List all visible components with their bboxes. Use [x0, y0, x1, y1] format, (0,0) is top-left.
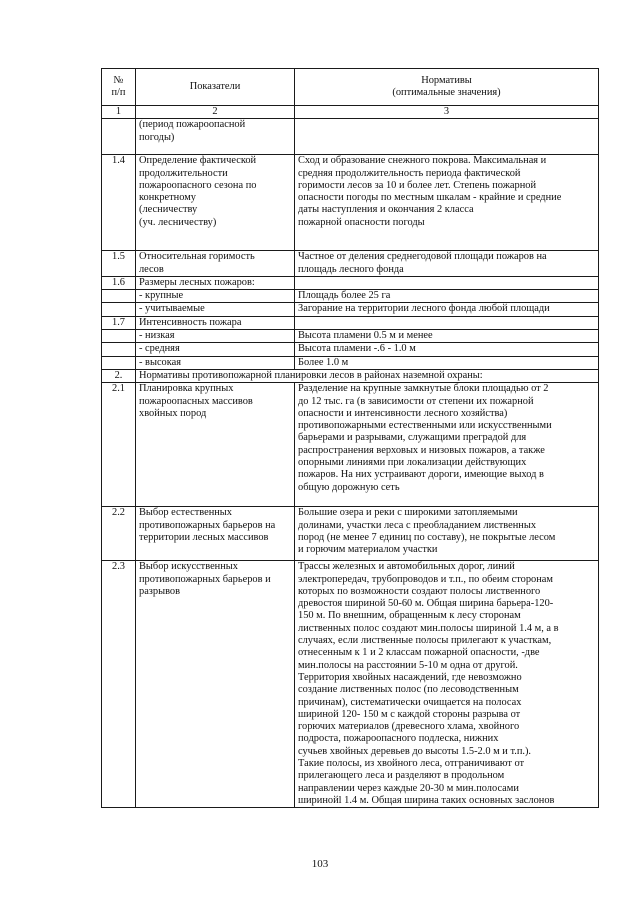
row-number: 1.5: [102, 251, 136, 277]
table-row: [102, 290, 599, 303]
table-row: [102, 383, 599, 507]
row-number: [102, 119, 136, 155]
row-indicator: Относительная горимость лесов: [136, 251, 295, 277]
row-norm: Сход и образование снежного покрова. Максимальная и средняя продолжительность периода фактической горимости лесов за 10 и более лет. Степень пожарной опасности погоды по местным шкалам - крайние и средние даты наступления и окончания 2 класса пожарной опасности погоды: [295, 155, 599, 251]
row-number: 2.2: [102, 507, 136, 561]
table-row: [102, 343, 599, 356]
row-indicator: Размеры лесных пожаров:: [136, 276, 295, 289]
row-indicator: Планировка крупных пожароопасных массивов хвойных пород: [136, 383, 295, 507]
section-row: [102, 369, 599, 382]
row-indicator: - низкая: [136, 330, 295, 343]
row-indicator: Выбор естественных противопожарных барьеров на территории лесных массивов: [136, 507, 295, 561]
row-indicator: (период пожароопасной погоды): [136, 119, 295, 155]
table-row: [102, 356, 599, 369]
table-header-row: [102, 69, 599, 106]
norms-table-body: [102, 69, 599, 808]
row-indicator: - высокая: [136, 356, 295, 369]
table-row: [102, 119, 599, 155]
row-norm: Трассы железных и автомобильных дорог, линий электропередач, трубопроводов и т.п., по обеим сторонам которых по возможности создают полосы лиственного древостоя шириной 50-60 м. Общая ширина барьера-120- 150 м. По внешним, обращенным к лесу сторонам лиственных полос создают мин.полосы шириной 1.4 м, а в случаях, если лиственные полосы прилегают к участкам, отнесенным к 1 и 2 классам пожарной опасности, -две мин.полосы на расстоянии 5-10 м одна от другой. Территория хвойных насаждений, где невозможно создание лиственных полос (по лесоводственным причинам), систематически очищается на полосах шириной 120- 150 м с каждой стороны разрыва от горючих материалов (древесного хлама, хвойного подроста, пожароопасного подлеска, нижних сучьев хвойных деревьев до высоты 1.5-2.0 м и т.п.). Такие полосы, из хвойного леса, отграничивают от прилегающего леса и разделяют в продольном направлении через каждые 20-30 м мин.полосами ширинойl 1.4 м. Общая ширина таких основных заслонов: [295, 561, 599, 808]
row-norm: Высота пламени -.6 - 1.0 м: [295, 343, 599, 356]
row-number: [102, 343, 136, 356]
row-number: 2.1: [102, 383, 136, 507]
row-number: 1.6: [102, 276, 136, 289]
row-indicator: - крупные: [136, 290, 295, 303]
table-row: [102, 507, 599, 561]
row-number: 1.4: [102, 155, 136, 251]
column-numbers-row: [102, 106, 599, 119]
header-indicators: Показатели: [136, 69, 295, 106]
row-norm: Частное от деления среднегодовой площади пожаров на площадь лесного фонда: [295, 251, 599, 277]
row-norm: [295, 276, 599, 289]
row-indicator: Определение фактической продолжительности пожароопасного сезона по конкретному (лесничеству (уч. лесничеству): [136, 155, 295, 251]
row-indicator: - средняя: [136, 343, 295, 356]
norms-table: [101, 68, 599, 808]
column-number-2: 2: [136, 106, 295, 119]
row-norm: Загорание на территории лесного фонда любой площади: [295, 303, 599, 316]
section-number: 2.: [102, 369, 136, 382]
header-num: № п/п: [102, 69, 136, 106]
table-row: [102, 251, 599, 277]
row-norm: Разделение на крупные замкнутые блоки площадью от 2 до 12 тыс. га (в зависимости от степени их пожарной опасности и интенсивности лесного хозяйства) противопожарными естественными или искусственными барьерами и разрывами, служащими преградой для распространения верховых и низовых пожаров, а также опорными линиями при локализации действующих пожаров. На них устраивают дороги, имеющие выход в общую дорожную сеть: [295, 383, 599, 507]
row-norm: Большие озера и реки с широкими затопляемыми долинами, участки леса с преобладанием лиственных пород (не менее 7 единиц по составу), не покрытые лесом и горючим материалом участки: [295, 507, 599, 561]
header-norms: Нормативы (оптимальные значения): [295, 69, 599, 106]
table-row: [102, 155, 599, 251]
table-row: [102, 561, 599, 808]
row-norm: Более 1.0 м: [295, 356, 599, 369]
row-number: [102, 303, 136, 316]
column-number-3: 3: [295, 106, 599, 119]
column-number-1: 1: [102, 106, 136, 119]
section-title: Нормативы противопожарной планировки лесов в районах наземной охраны:: [136, 369, 599, 382]
page-number: 103: [311, 858, 329, 870]
row-number: [102, 290, 136, 303]
row-indicator: - учитываемые: [136, 303, 295, 316]
row-norm: Высота пламени 0.5 м и менее: [295, 330, 599, 343]
table-row: [102, 330, 599, 343]
row-number: [102, 330, 136, 343]
row-norm: Площадь более 25 га: [295, 290, 599, 303]
row-number: 1.7: [102, 316, 136, 329]
table-row: [102, 276, 599, 289]
table-row: [102, 316, 599, 329]
row-indicator: Интенсивность пожара: [136, 316, 295, 329]
row-number: [102, 356, 136, 369]
row-norm: [295, 119, 599, 155]
row-number: 2.3: [102, 561, 136, 808]
table-row: [102, 303, 599, 316]
row-indicator: Выбор искусственных противопожарных барьеров и разрывов: [136, 561, 295, 808]
row-norm: [295, 316, 599, 329]
